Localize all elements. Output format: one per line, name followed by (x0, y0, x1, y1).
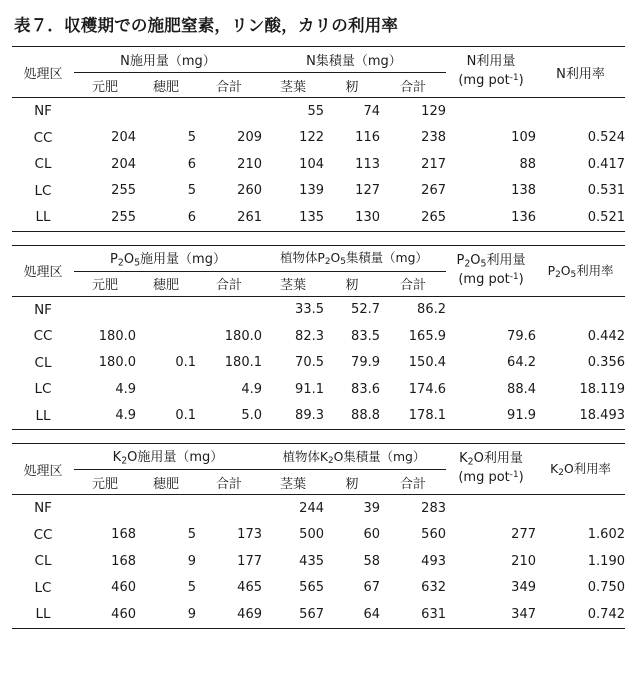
cell: 267 (421, 183, 446, 199)
cell: 178.1 (408, 408, 446, 424)
subheader-topdress: 穂肥 (152, 79, 179, 95)
group-header-row (12, 47, 625, 73)
cell: 255 (111, 209, 136, 225)
cell: 435 (299, 553, 324, 569)
cell: 180.1 (224, 355, 262, 371)
cell: 500 (299, 527, 324, 543)
cell (536, 98, 625, 125)
cell: 79.6 (507, 328, 536, 344)
cell: 180.0 (98, 328, 136, 344)
cell: 460 (111, 606, 136, 622)
cell: 5.0 (241, 408, 262, 424)
cell: 18.493 (579, 408, 625, 424)
cell: 165.9 (408, 328, 446, 344)
subheader-total2: 合計 (399, 476, 426, 492)
table-row (12, 350, 625, 377)
cell: 91.9 (507, 408, 536, 424)
table-row (12, 548, 625, 575)
row-label: CL (34, 553, 52, 570)
table-row (12, 376, 625, 403)
cell: 113 (355, 156, 380, 172)
cell: 6 (187, 209, 196, 225)
cell: 0.1 (175, 408, 196, 424)
header-p-applied: $P_2O_5$施用量（mg） (74, 246, 262, 272)
cell: 52.7 (351, 302, 380, 318)
cell (446, 98, 536, 125)
table-row (12, 403, 625, 430)
row-label: CC (33, 328, 53, 345)
header-k-efficiency: $K_2O$利用率 (550, 461, 611, 479)
cell: 177 (237, 553, 262, 569)
cell: 180.0 (98, 355, 136, 371)
row-label: LC (34, 182, 52, 199)
cell: 88.4 (507, 381, 536, 397)
header-p-uptake (446, 246, 536, 297)
cell: 173 (237, 527, 262, 543)
header-n-efficiency: N利用率 (556, 66, 605, 82)
cell: 493 (421, 553, 446, 569)
cell: 465 (237, 580, 262, 596)
cell: 5 (187, 580, 196, 596)
cell: 0.750 (587, 580, 625, 596)
header-n-uptake-line1: N利用量 (466, 54, 516, 70)
block-spacer (12, 232, 627, 245)
cell: 5 (187, 130, 196, 146)
subheader-grain: 籾 (345, 79, 359, 95)
cell: 204 (111, 156, 136, 172)
cell (196, 297, 262, 324)
cell: 127 (355, 183, 380, 199)
header-k-uptake (446, 444, 536, 495)
cell: 265 (421, 209, 446, 225)
table-row (12, 151, 625, 178)
table-row (12, 495, 625, 522)
cell: 469 (237, 606, 262, 622)
cell: 0.521 (587, 209, 625, 225)
cell: 104 (299, 156, 324, 172)
cell: 244 (299, 500, 324, 516)
cell (74, 98, 136, 125)
cell: 60 (363, 527, 380, 543)
subheader-topdress: 穂肥 (152, 278, 179, 293)
cell: 168 (111, 527, 136, 543)
table-row (12, 125, 625, 152)
cell: 261 (237, 209, 262, 225)
subheader-basal: 元肥 (91, 476, 118, 492)
row-label: LC (34, 579, 52, 596)
table-row (12, 323, 625, 350)
cell: 631 (421, 606, 446, 622)
table-phosphate (12, 245, 625, 431)
cell (196, 495, 262, 522)
cell: 0.531 (587, 183, 625, 199)
cell: 135 (299, 209, 324, 225)
cell: 283 (421, 500, 446, 516)
cell: 0.524 (587, 130, 625, 146)
cell: 79.9 (351, 355, 380, 371)
table-row (12, 204, 625, 231)
cell: 5 (187, 527, 196, 543)
cell: 9 (187, 553, 196, 569)
cell (536, 297, 625, 324)
row-label: NF (34, 103, 52, 120)
table-row (12, 575, 625, 602)
subheader-total: 合計 (215, 278, 242, 293)
cell: 39 (363, 500, 380, 516)
cell: 88.8 (351, 408, 380, 424)
header-k-uptake-unit: (mg pot$^{-1}$) (458, 470, 524, 486)
header-p-uptake-unit: (mg pot$^{-1}$) (458, 271, 524, 287)
cell: 83.5 (351, 328, 380, 344)
row-label: CC (33, 129, 53, 146)
cell: 1.602 (587, 527, 625, 543)
subheader-topdress: 穂肥 (152, 476, 179, 492)
header-treatment: 処理区 (23, 66, 63, 82)
cell: 560 (421, 527, 446, 543)
table-row (12, 522, 625, 549)
cell: 632 (421, 580, 446, 596)
cell: 277 (511, 527, 536, 543)
cell: 136 (511, 209, 536, 225)
cell: 4.9 (241, 381, 262, 397)
cell (136, 98, 196, 125)
row-label: LL (35, 606, 51, 623)
header-treatment: 処理区 (23, 265, 63, 280)
cell: 0.356 (587, 355, 625, 371)
cell: 204 (111, 130, 136, 146)
row-label: NF (34, 500, 52, 517)
cell (74, 297, 136, 324)
subheader-total: 合計 (215, 79, 242, 95)
header-p-uptake-line1: $P_2O_5$利用量 (456, 252, 526, 269)
cell (74, 495, 136, 522)
table-row (12, 178, 625, 205)
row-label: LL (35, 209, 51, 226)
cell: 82.3 (295, 328, 324, 344)
cell: 116 (355, 130, 380, 146)
cell: 210 (511, 553, 536, 569)
cell: 168 (111, 553, 136, 569)
header-n-accumulated: N集積量（mg） (262, 47, 446, 73)
row-label: CL (34, 354, 52, 371)
subheader-stemleaf: 茎葉 (279, 476, 306, 492)
cell: 129 (421, 103, 446, 119)
cell: 58 (363, 553, 380, 569)
header-n-uptake-unit: (mg pot$^{-1}$) (458, 73, 524, 88)
cell: 4.9 (115, 408, 136, 424)
table-caption: 表７．収穫期での施肥窒素，リン酸，カリの利用率 (14, 16, 399, 35)
cell: 109 (511, 130, 536, 146)
cell (446, 495, 536, 522)
cell: 238 (421, 130, 446, 146)
subheader-grain: 籾 (345, 278, 359, 293)
subheader-basal: 元肥 (91, 278, 118, 293)
cell: 64 (363, 606, 380, 622)
subheader-basal: 元肥 (91, 79, 118, 95)
cell: 209 (237, 130, 262, 146)
row-label: LC (34, 381, 52, 398)
header-n-applied: N施用量（mg） (74, 47, 262, 73)
cell: 88 (519, 156, 536, 172)
cell: 4.9 (115, 381, 136, 397)
cell: 33.5 (295, 302, 324, 318)
cell (136, 376, 196, 403)
cell: 122 (299, 130, 324, 146)
cell: 67 (363, 580, 380, 596)
row-label: LL (35, 407, 51, 424)
cell: 174.6 (408, 381, 446, 397)
table-row (12, 601, 625, 628)
table-potassium (12, 443, 625, 629)
group-header-row (12, 444, 625, 470)
cell (196, 98, 262, 125)
subheader-stemleaf: 茎葉 (279, 278, 306, 293)
cell: 5 (187, 183, 196, 199)
cell: 74 (363, 103, 380, 119)
cell: 567 (299, 606, 324, 622)
cell: 180.0 (224, 328, 262, 344)
row-label: NF (34, 301, 52, 318)
header-k-applied: $K_2O$施用量（mg） (74, 444, 262, 470)
cell: 89.3 (295, 408, 324, 424)
cell: 260 (237, 183, 262, 199)
cell: 210 (237, 156, 262, 172)
cell: 86.2 (417, 302, 446, 318)
cell: 138 (511, 183, 536, 199)
table-nitrogen (12, 46, 625, 232)
cell: 55 (307, 103, 324, 119)
row-label: CL (34, 156, 52, 173)
header-p-efficiency: $P_2O_5$利用率 (547, 262, 614, 281)
table-row (12, 297, 625, 324)
cell: 349 (511, 580, 536, 596)
cell: 565 (299, 580, 324, 596)
cell (536, 495, 625, 522)
rule-bottom (12, 628, 625, 629)
subheader-grain: 籾 (345, 476, 359, 492)
cell: 18.119 (579, 381, 625, 397)
cell: 1.190 (587, 553, 625, 569)
cell: 64.2 (507, 355, 536, 371)
header-p-accumulated: 植物体$P_2O_5$集積量（mg） (262, 246, 446, 272)
cell: 83.6 (351, 381, 380, 397)
cell: 217 (421, 156, 446, 172)
cell (446, 297, 536, 324)
cell (136, 323, 196, 350)
cell: 130 (355, 209, 380, 225)
cell: 0.442 (587, 328, 625, 344)
cell: 460 (111, 580, 136, 596)
cell: 255 (111, 183, 136, 199)
group-header-row (12, 246, 625, 272)
header-k-uptake-line1: $K_2O$利用量 (459, 451, 523, 468)
subheader-total2: 合計 (399, 278, 426, 293)
block-spacer (12, 430, 627, 443)
subheader-total2: 合計 (399, 79, 426, 95)
cell: 0.742 (587, 606, 625, 622)
row-label: CC (33, 526, 53, 543)
cell: 6 (187, 156, 196, 172)
cell: 139 (299, 183, 324, 199)
cell: 0.417 (587, 156, 625, 172)
subheader-total: 合計 (215, 476, 242, 492)
cell (136, 495, 196, 522)
cell: 0.1 (175, 355, 196, 371)
cell: 70.5 (295, 355, 324, 371)
cell: 9 (187, 606, 196, 622)
cell: 150.4 (408, 355, 446, 371)
header-n-uptake (446, 47, 536, 98)
table-row (12, 98, 625, 125)
cell (136, 297, 196, 324)
subheader-stemleaf: 茎葉 (279, 79, 306, 95)
cell: 347 (511, 606, 536, 622)
header-k-accumulated: 植物体$K_2O$集積量（mg） (262, 444, 446, 470)
cell: 91.1 (295, 381, 324, 397)
header-treatment: 処理区 (23, 463, 63, 479)
